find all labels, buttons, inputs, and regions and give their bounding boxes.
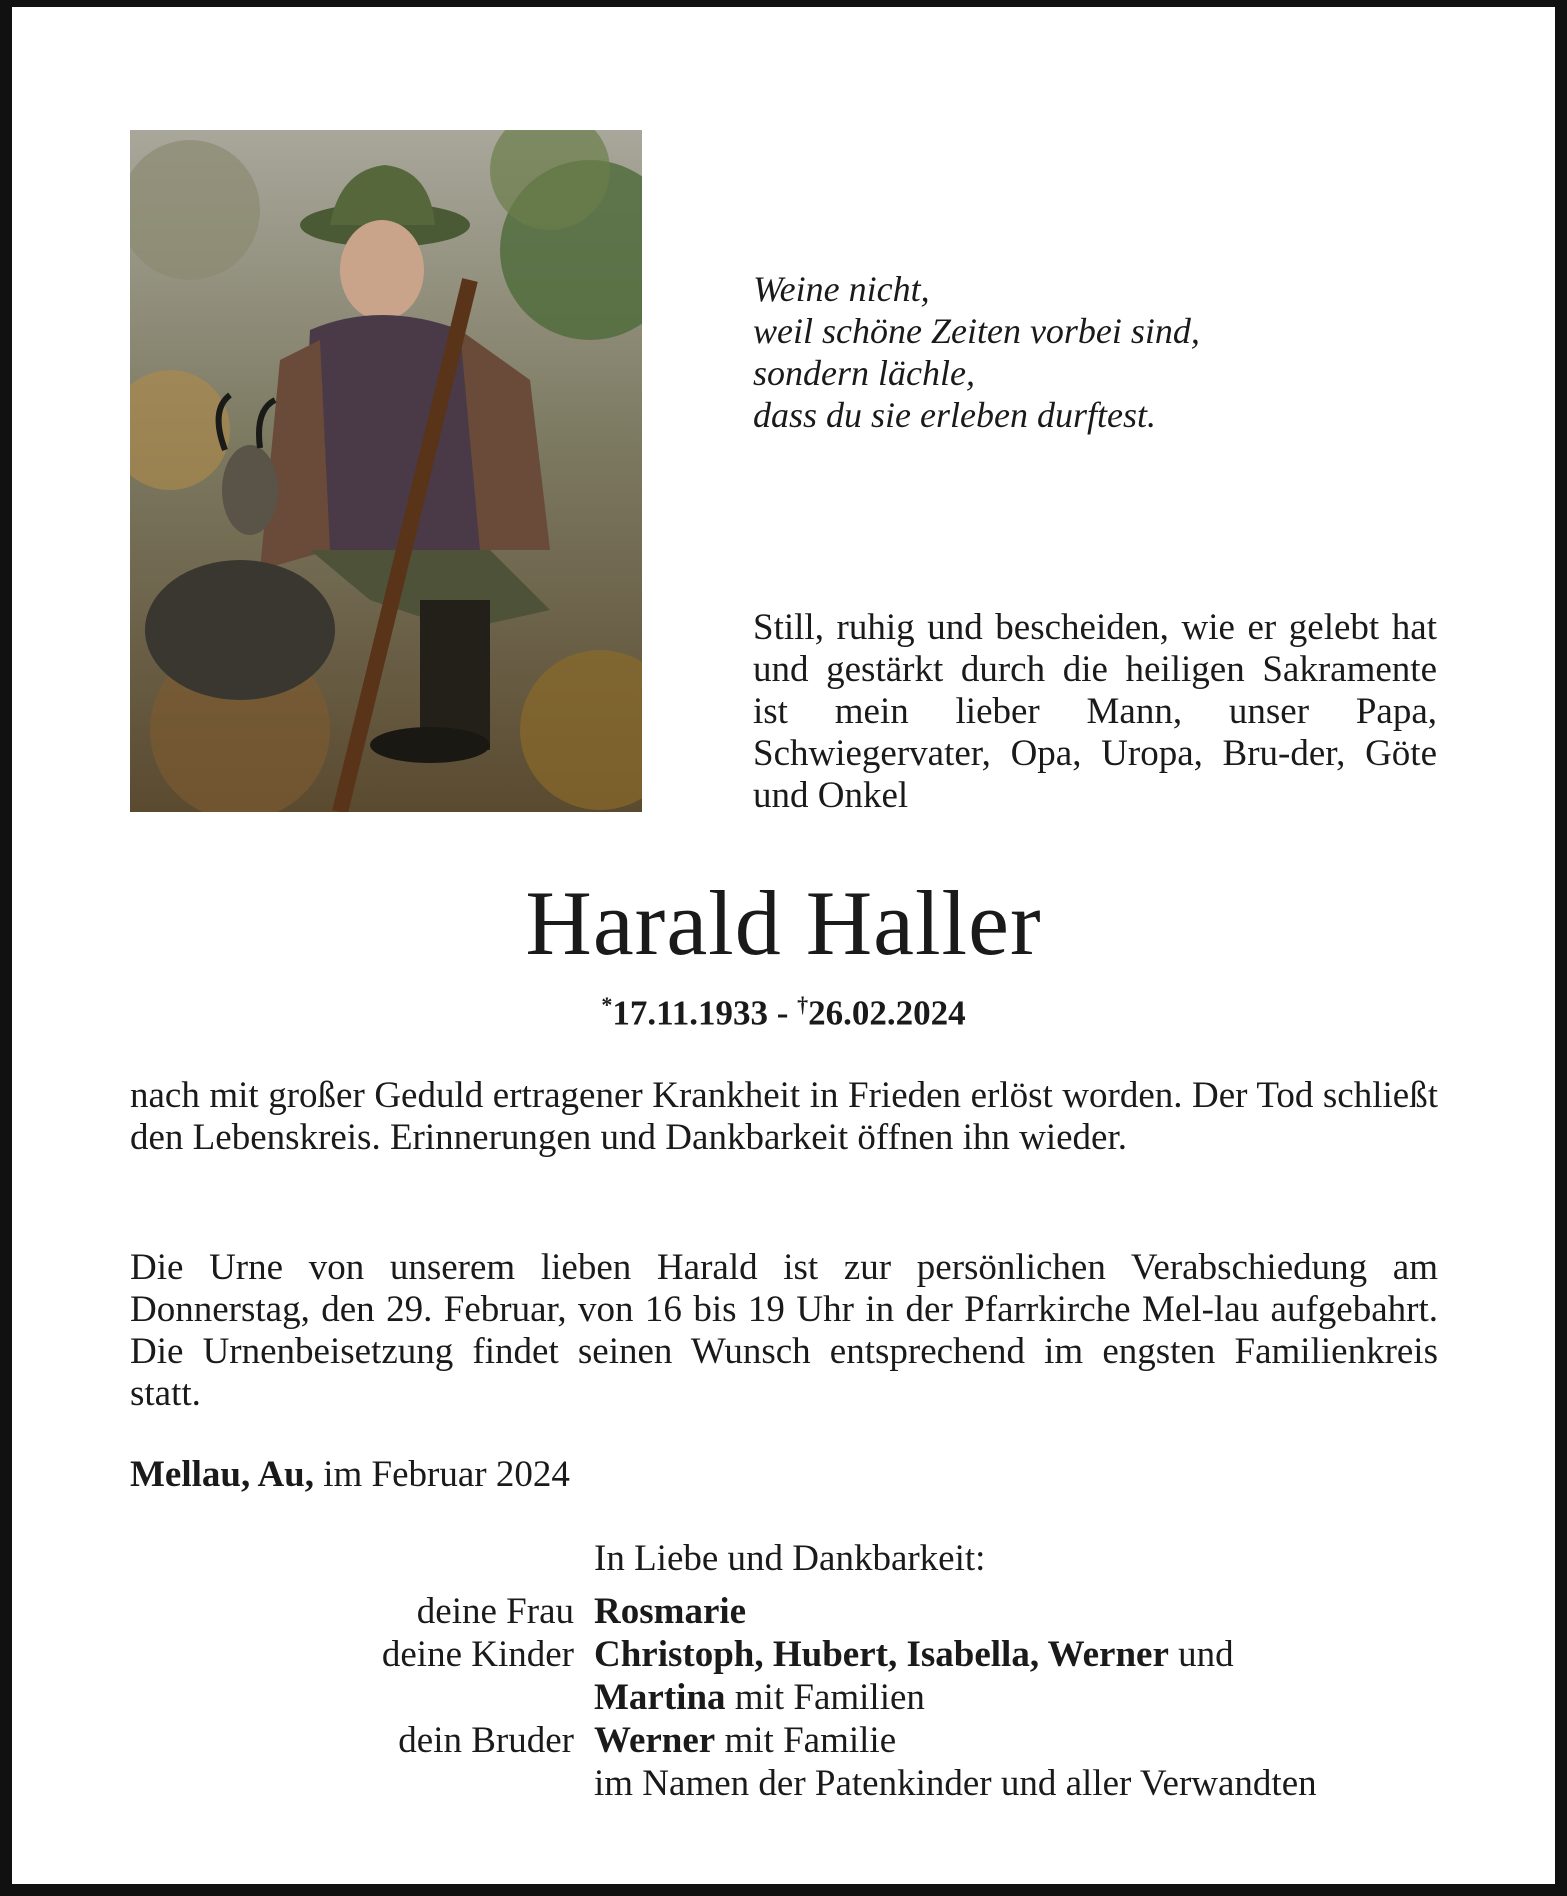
wife-name: Rosmarie — [594, 1591, 747, 1632]
wife-label: deine Frau — [416, 1591, 574, 1632]
brother-label: dein Bruder — [398, 1720, 574, 1761]
children-names: Christoph, Hubert, Isabella, Werner — [594, 1634, 1169, 1675]
place-location: Mellau, Au, — [130, 1454, 314, 1495]
quote-line: weil schöne Zeiten vorbei sind, — [753, 311, 1200, 351]
quote-line: sondern lächle, — [753, 353, 975, 393]
children-and: und — [1168, 1634, 1234, 1675]
children-names-2: Martina — [594, 1677, 726, 1718]
birth-mark: * — [601, 992, 613, 1017]
body-paragraph-1: nach mit großer Geduld ertragener Krankheit in Frieden erlöst worden. Der Tod schließt den Lebenskreis. Erinnerungen und Dankbarkeit öffnen ihn wieder. — [130, 1075, 1438, 1158]
family-row-children — [130, 1633, 1450, 1676]
family-row-brother — [130, 1719, 1450, 1762]
children-suffix: mit Familien — [725, 1677, 925, 1718]
body-paragraph-2: Die Urne von unserem lieben Harald ist zur persönlichen Verabschiedung am Donnerstag, den 29. Februar, von 16 bis 19 Uhr in der Pfarrkirche Mel-lau aufgebahrt. Die Urnenbeisetzung findet seinen Wunsch entsprechend im engsten Familienkreis statt. — [130, 1247, 1438, 1414]
place-date — [130, 1454, 570, 1496]
family-row-wife — [130, 1590, 1450, 1633]
quote-line: Weine nicht, — [753, 269, 930, 309]
family-row-children-2 — [130, 1676, 1450, 1719]
life-dates — [0, 992, 1567, 1034]
birth-date: 17.11.1933 — [612, 993, 768, 1033]
intro-paragraph: Still, ruhig und bescheiden, wie er gelebt hat und gestärkt durch die heiligen Sakramente ist mein lieber Mann, unser Papa, Schwiegervater, Opa, Uropa, Bru-der, Göte und Onkel — [753, 607, 1437, 816]
death-mark: † — [797, 992, 809, 1017]
date-separator: - — [767, 993, 798, 1033]
family-row-closing — [130, 1762, 1450, 1805]
closing-line: im Namen der Patenkinder und aller Verwandten — [594, 1763, 1317, 1804]
death-date: 26.02.2024 — [808, 993, 966, 1033]
place-month: im Februar 2024 — [314, 1454, 570, 1495]
brother-suffix: mit Familie — [715, 1720, 897, 1761]
portrait-photo — [130, 130, 642, 812]
quote-line: dass du sie erleben durftest. — [753, 395, 1156, 435]
children-label: deine Kinder — [381, 1634, 574, 1675]
deceased-name: Harald Haller — [525, 872, 1042, 974]
signoff: In Liebe und Dankbarkeit: — [594, 1538, 986, 1579]
quote — [753, 268, 1453, 436]
brother-name: Werner — [594, 1720, 716, 1761]
family-list — [130, 1590, 1450, 1805]
